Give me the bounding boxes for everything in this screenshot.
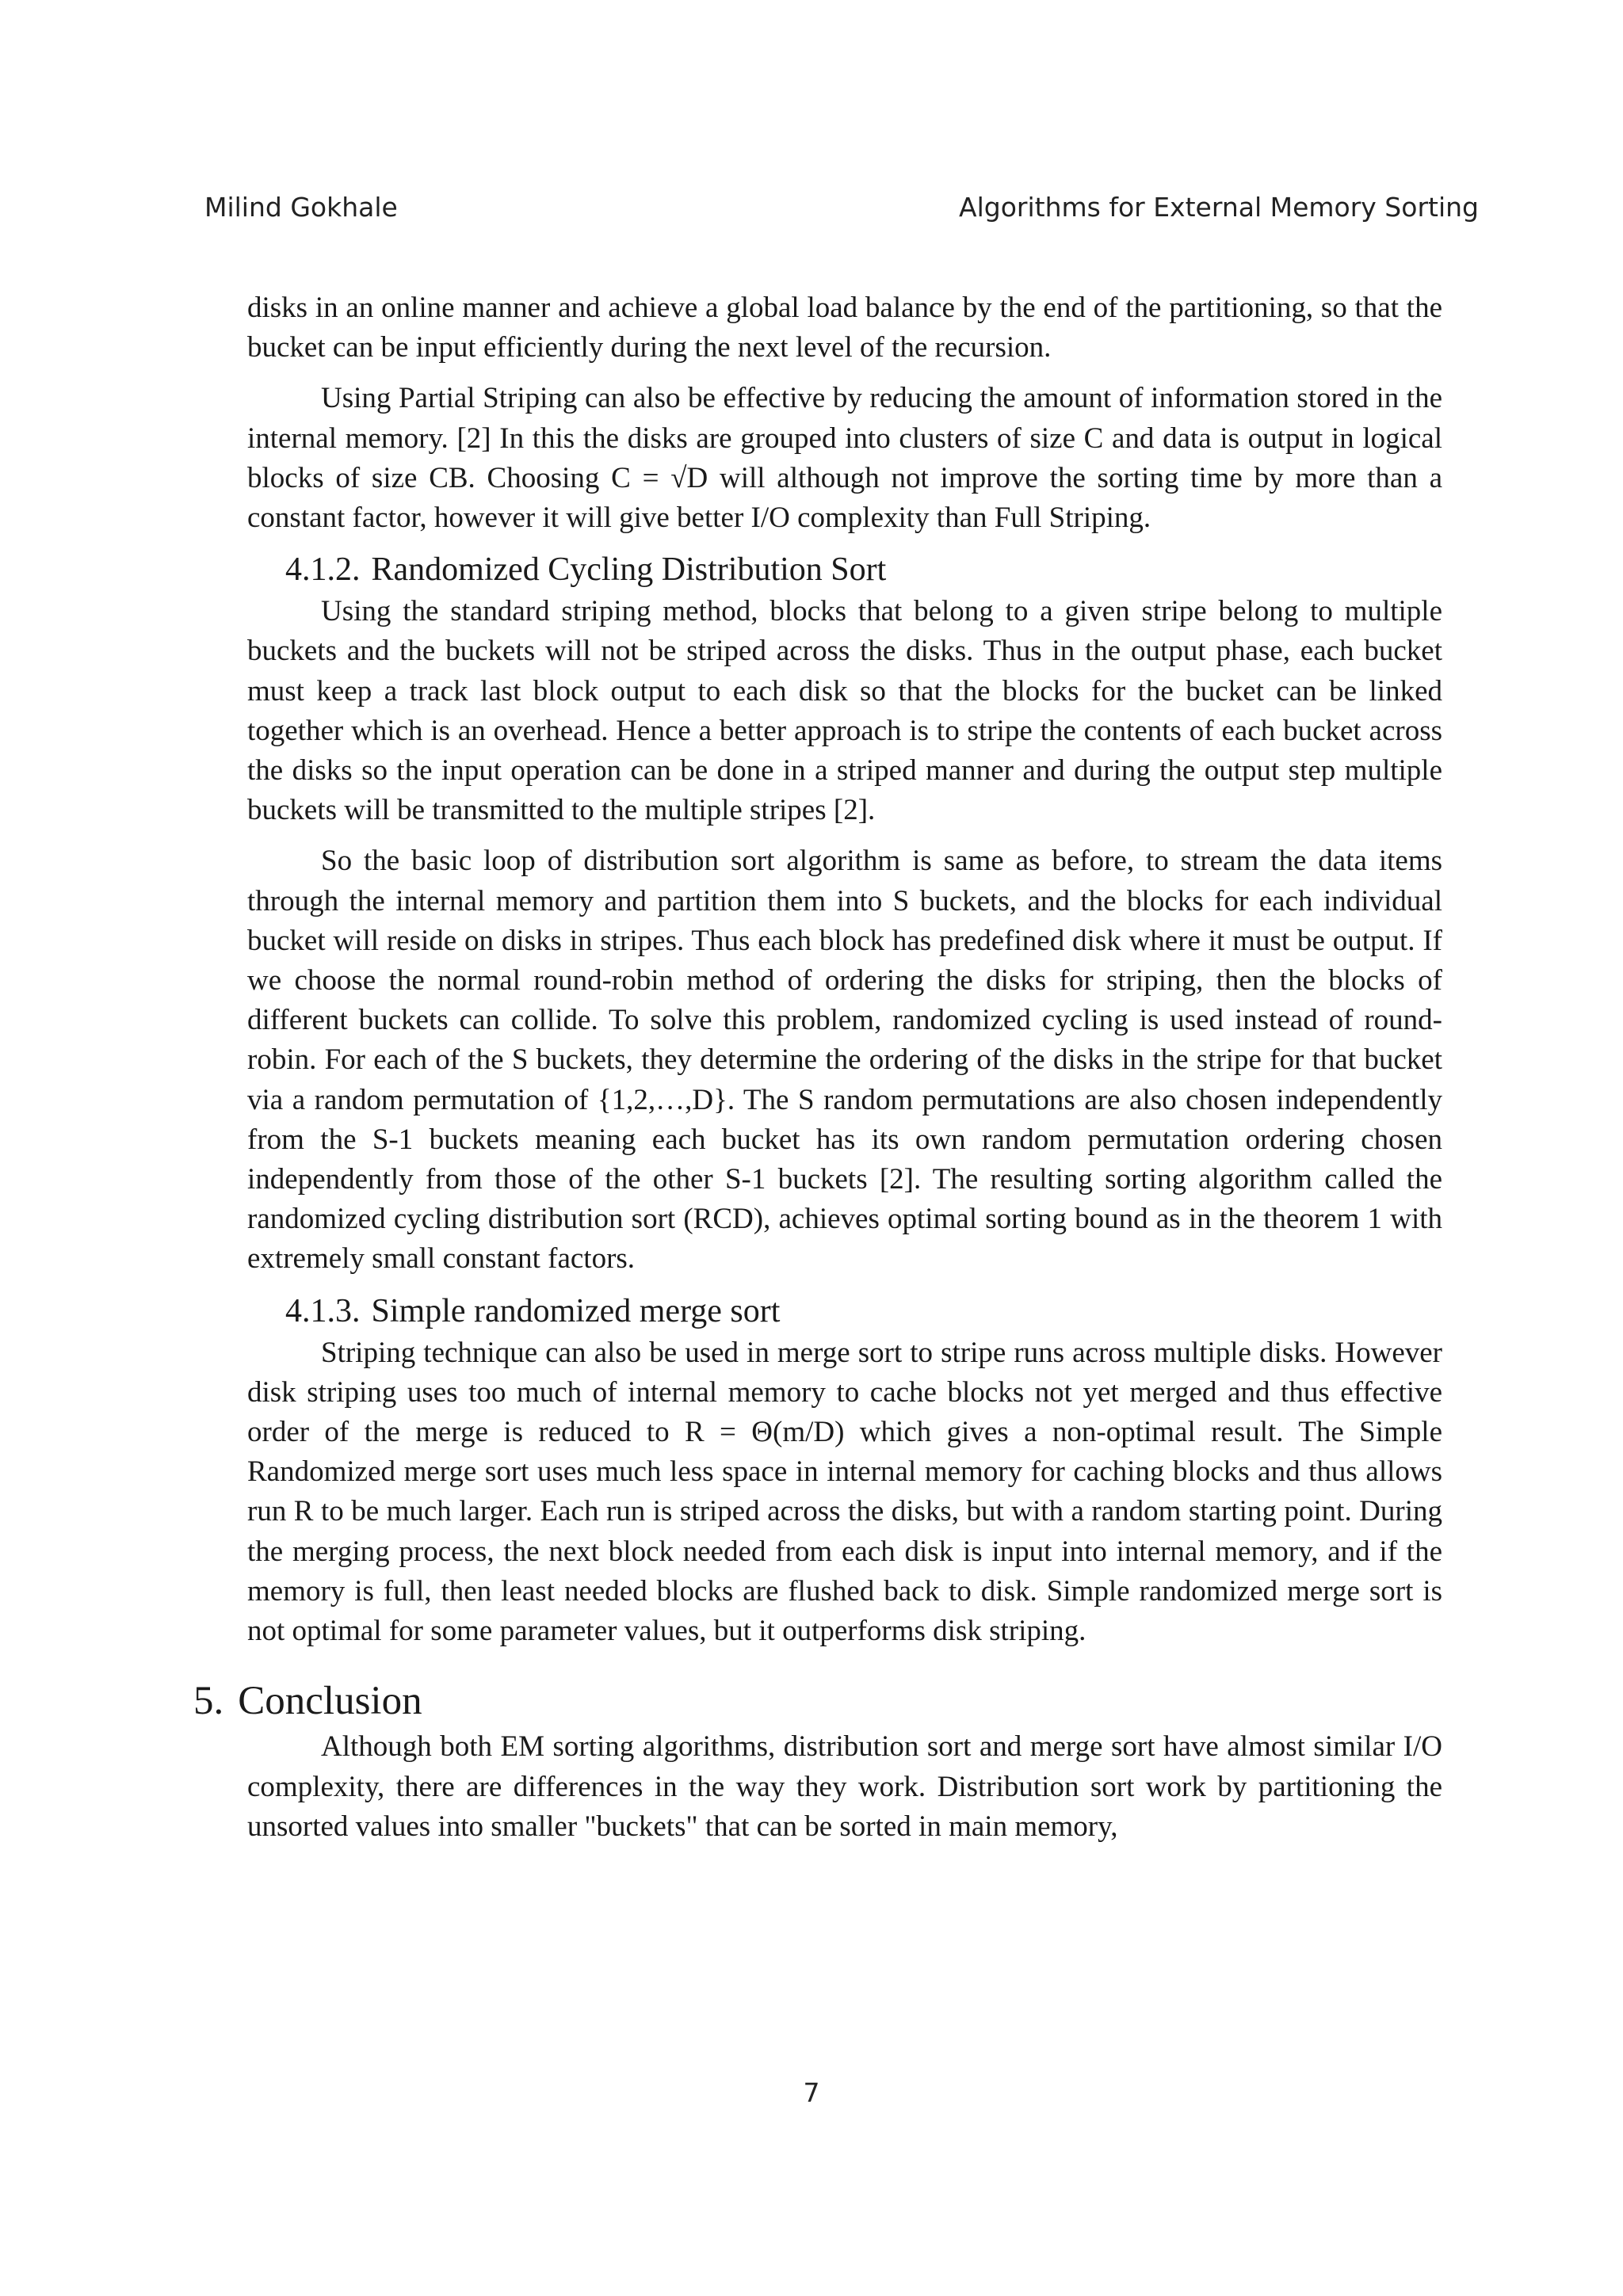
running-header (204, 192, 1479, 230)
subsection-title: Randomized Cycling Distribution Sort (371, 551, 887, 589)
subsection-number: 4.1.3. (285, 1292, 361, 1329)
paragraph-conclusion: Although both EM sorting algorithms, distribution sort and merge sort have almost similar I/O complexity, there are differences in the way they work. Distribution sort work by partitioning the unsorted values into smaller "buckets" that can be sorted in main memory, (247, 1730, 1442, 1843)
section-heading-conclusion (193, 1675, 1442, 1727)
paragraph-striping-method: Using the standard striping method, blocks that belong to a given stripe belong to multiple buckets and the buckets will not be striped across the disks. Thus in the output phase, each bucket must keep a track last block output to each disk so that the blocks for the bucket can be linked together which is an overhead. Hence a better approach is to stripe the contents of each bucket across the disks so the input operation can be done in a striped manner and during the output step multiple buckets will be transmitted to the multiple stripes [2]. (247, 595, 1442, 827)
header-title: Algorithms for External Memory Sorting (959, 192, 1479, 223)
subsection-heading-4-1-2 (285, 547, 1442, 592)
section-number: 5. (193, 1679, 224, 1724)
subsection-title: Simple randomized merge sort (371, 1292, 781, 1329)
page-number: 7 (803, 2077, 820, 2108)
header-author: Milind Gokhale (204, 192, 398, 223)
subsection-heading-4-1-3 (285, 1289, 1442, 1333)
subsection-number: 4.1.2. (285, 551, 361, 589)
paragraph-merge-sort: Striping technique can also be used in merge sort to stripe runs across multiple disks. However disk striping uses too much of internal memory to cache blocks not yet merged and thus effective order of the merge is reduced to R = Θ(m/D) which gives a non-optimal result. The Simple Randomized merge sort uses much less space in internal memory for caching blocks and thus allows run R to be much larger. Each run is striped across the disks, but with a random starting point. During the merging process, the next block needed from each disk is input into internal memory, and if the memory is full, then least needed blocks are flushed back to disk. Simple randomized merge sort is not optimal for some parameter values, but it outperforms disk striping. (247, 1336, 1442, 1648)
paragraph-distribution-loop: So the basic loop of distribution sort algorithm is same as before, to stream the data items through the internal memory and partition them into S buckets, and the blocks for each individual bucket will reside on disks in stripes. Thus each block has predefined disk where it must be output. If we choose the normal round-robin method of ordering the disks for striping, then the blocks of different buckets can collide. To solve this problem, randomized cycling is used instead of round-robin. For each of the S buckets, they determine the ordering of the disks in the stripe for that bucket via a random permutation of {1,2,…,D}. The S random permutations are also chosen independently from the S-1 buckets meaning each bucket has its own random permutation ordering chosen independently from those of the other S-1 buckets [2]. The resulting sorting algorithm called the randomized cycling distribution sort (RCD), achieves optimal sorting bound as in the theorem 1 with extremely small constant factors. (247, 845, 1442, 1276)
paragraph-continued: disks in an online manner and achieve a global load balance by the end of the partitioning, so that the bucket can be input efficiently during the next level of the recursion. (247, 292, 1442, 364)
section-title: Conclusion (238, 1679, 422, 1724)
paragraph-partial-striping: Using Partial Striping can also be effective by reducing the amount of information stored in the internal memory. [2] In this the disks are grouped into clusters of size C and data is output in logical blocks of size CB. Choosing C = √D will although not improve the sorting time by more than a constant factor, however it will give better I/O complexity than Full Striping. (247, 382, 1442, 535)
body-text (193, 288, 1442, 1847)
